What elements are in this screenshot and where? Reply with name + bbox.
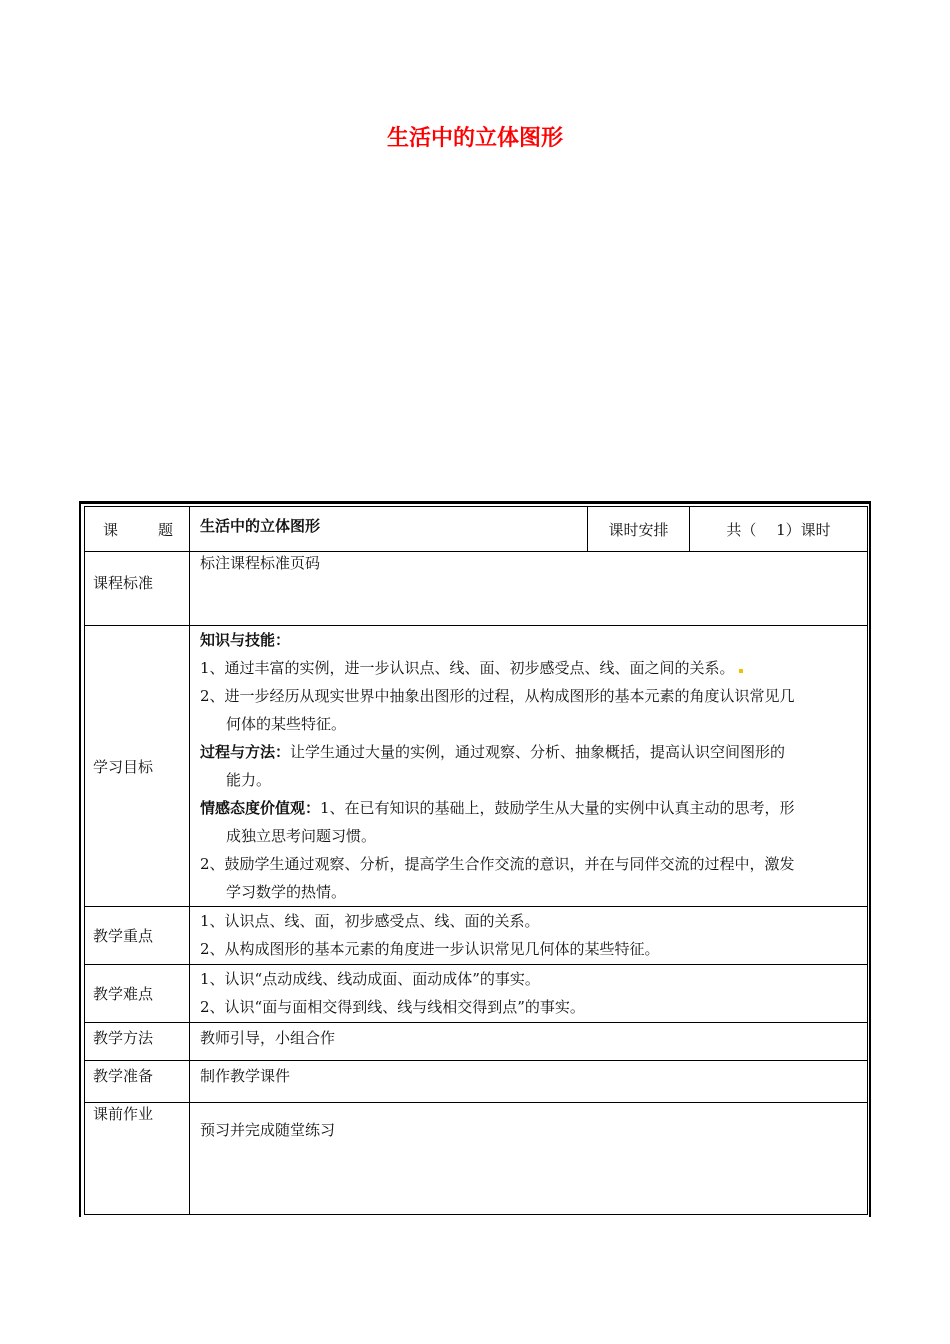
difficulty-2: 2、认识“面与面相交得到线、线与线相交得到点”的事实。 — [200, 998, 585, 1016]
row-difficulty — [85, 965, 868, 1023]
prep-value: 制作教学课件 — [190, 1061, 868, 1103]
difficulty-1: 1、认识“点动成线、线动成面、面动成体”的事实。 — [200, 970, 540, 988]
difficulty-label: 教学难点 — [85, 965, 190, 1023]
goals-heading-process: 过程与方法： — [200, 743, 291, 761]
schedule-label: 课时安排 — [588, 507, 690, 552]
schedule-value: 共（ 1）课时 — [690, 507, 868, 552]
row-method — [85, 1023, 868, 1061]
goals-knowledge-2-cont: 何体的某些特征。 — [226, 715, 347, 733]
goals-emotion-1-cont: 成独立思考问题习惯。 — [226, 827, 377, 845]
goals-knowledge-1 — [200, 654, 859, 682]
homework-value: 预习并完成随堂练习 — [190, 1103, 868, 1215]
goals-process-cont: 能力。 — [226, 771, 272, 789]
row-goals — [85, 626, 868, 907]
goals-process-text: 让学生通过大量的实例，通过观察、分析、抽象概括，提高认识空间图形的 — [290, 743, 786, 761]
topic-label-cell — [85, 507, 190, 552]
standard-label — [85, 552, 190, 626]
method-label: 教学方法 — [85, 1023, 190, 1061]
goals-knowledge-2: 2、进一步经历从现实世界中抽象出图形的过程，从构成图形的基本元素的角度认识常见几 — [200, 687, 795, 705]
key-points-content — [190, 907, 868, 965]
goals-emotion — [200, 794, 859, 822]
page-title: 生活中的立体图形 — [386, 125, 563, 151]
row-key-points — [85, 907, 868, 965]
lesson-plan-table — [84, 506, 868, 1215]
goals-emotion-2-cont: 学习数学的热情。 — [226, 883, 347, 901]
goals-heading-emotion: 情感态度价值观： — [200, 799, 321, 817]
prep-label: 教学准备 — [85, 1061, 190, 1103]
key-points-label: 教学重点 — [85, 907, 190, 965]
key-point-1: 1、认识点、线、面，初步感受点、线、面的关系。 — [200, 912, 540, 930]
edit-mark-icon — [739, 669, 743, 673]
difficulty-content — [190, 965, 868, 1023]
goals-emotion-1-text: 1、在已有知识的基础上，鼓励学生从大量的实例中认真主动的思考，形 — [320, 799, 795, 817]
row-standard — [85, 552, 868, 626]
key-point-2: 2、从构成图形的基本元素的角度进一步认识常见几何体的某些特征。 — [200, 940, 660, 958]
topic-value: 生活中的立体图形 — [190, 507, 588, 552]
row-homework — [85, 1103, 868, 1215]
homework-label: 课前作业 — [85, 1103, 190, 1215]
row-prep — [85, 1061, 868, 1103]
goals-emotion-2: 2、鼓励学生通过观察、分析，提高学生合作交流的意识，并在与同伴交流的过程中，激发 — [200, 855, 795, 873]
goals-label: 学习目标 — [85, 626, 190, 907]
method-value: 教师引导，小组合作 — [190, 1023, 868, 1061]
row-topic — [85, 507, 868, 552]
standard-value — [190, 552, 868, 626]
topic-label-char-2: 题 — [157, 520, 173, 539]
goals-content — [190, 626, 868, 907]
goals-knowledge-1-text: 1、通过丰富的实例，进一步认识点、线、面、初步感受点、线、面之间的关系。 — [200, 659, 735, 677]
topic-label-char-1: 课 — [103, 520, 119, 539]
goals-process — [200, 738, 859, 766]
goals-heading-knowledge: 知识与技能： — [200, 631, 291, 649]
standard-value-text: 标注课程标准页码 — [200, 554, 321, 572]
standard-label-text: 课程标准 — [93, 574, 154, 592]
